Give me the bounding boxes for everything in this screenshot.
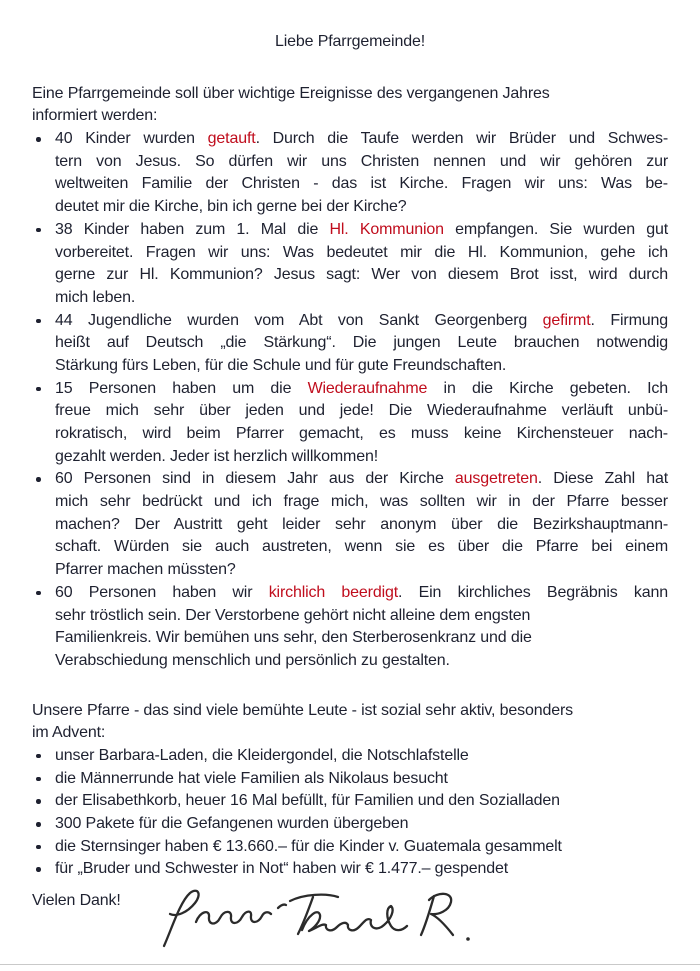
report-list-item: [32, 468, 668, 581]
bullet-line: der Elisabethkorb, heuer 16 Mal befüllt, für Familien und den Sozialladen: [55, 792, 560, 810]
paragraph-line: Unsere Pfarre - das sind viele bemühte Leute - ist sozial sehr aktiv, besonders: [32, 701, 574, 719]
bullet-line: unser Barbara-Laden, die Kleidergondel, die Notschlafstelle: [55, 746, 469, 764]
bullet-line: 44 Jugendliche wurden vom Abt von Sankt Georgenberg gefirmt. Firmung: [55, 311, 668, 329]
bullet-line: machen? Der Austritt geht leider sehr anonym über die Bezirkshauptmann-: [55, 515, 668, 533]
bullet-line: heißt auf Deutsch „die Stärkung“. Die jungen Leute brauchen notwendig: [55, 334, 668, 352]
report-list-item: [32, 219, 668, 310]
bullet-line: vorbereitet. Fragen wir uns: Was bedeutet mir die Hl. Kommunion, gehe ich: [55, 243, 668, 261]
bullet-line: gerne zur Hl. Kommunion? Jesus sagt: Wer von diesem Brot isst, wird durch: [55, 266, 668, 284]
bullet-dot-icon: [36, 591, 41, 596]
bullet-line: mich sehr bedrückt und ich frage mich, was sollten wir in der Pfarre besser: [55, 493, 668, 511]
report-list-item: [32, 378, 668, 469]
page-edge-line: [0, 964, 700, 965]
bullet-line: rokratisch, wird beim Pfarrer gemacht, es muss keine Kirchensteuer nach-: [55, 425, 668, 442]
social-list-item: [32, 745, 668, 768]
signature-handwriting: [150, 884, 480, 952]
social-intro-paragraph: [32, 700, 668, 745]
highlighted-term: ausgetreten: [454, 470, 538, 488]
bullet-dot-icon: [36, 777, 41, 782]
bullet-line: freue mich sehr über jeden und jede! Die Wiederaufnahme verläuft unbü-: [55, 402, 668, 420]
social-list-item: [32, 836, 668, 859]
bullet-dot-icon: [36, 387, 41, 392]
bullet-line: deutet mir die Kirche, bin ich gerne bei der Kirche?: [55, 198, 407, 216]
bullet-dot-icon: [36, 799, 41, 804]
bullet-line: Familienkreis. Wir bemühen uns sehr, den Sterberosenkranz und die: [55, 629, 532, 647]
bullet-line: 60 Personen sind in diesem Jahr aus der Kirche ausgetreten. Diese Zahl hat: [55, 470, 669, 488]
bullet-line: schaft. Würden sie auch austreten, wenn sie es über die Pfarre bei einem: [55, 538, 668, 556]
bullet-line: gezahlt werden. Jeder ist herzlich willkommen!: [55, 447, 379, 465]
bullet-line: mich leben.: [55, 288, 136, 306]
report-list-item: [32, 128, 668, 219]
bullet-text: [55, 219, 668, 310]
report-bullet-list: [32, 128, 668, 673]
intro-paragraph: [32, 83, 668, 128]
bullet-line: 38 Kinder haben zum 1. Mal die Hl. Kommunion empfangen. Sie wurden gut: [55, 220, 668, 238]
closing-text: Vielen Dank!: [32, 892, 121, 910]
bullet-line: tern von Jesus. So dürfen wir uns Christen nennen und wir gehören zur: [55, 152, 668, 170]
bullet-dot-icon: [36, 137, 41, 142]
paragraph-line: im Advent:: [32, 724, 106, 742]
bullet-line: die Männerrunde hat viele Familien als Nikolaus besucht: [55, 769, 448, 787]
bullet-line: Stärkung fürs Leben, für die Schule und für gute Freundschaften.: [55, 356, 507, 374]
bullet-line: 300 Pakete für die Gefangenen wurden übergeben: [55, 815, 409, 832]
highlighted-term: Hl. Kommunion: [329, 220, 444, 238]
highlighted-term: Wiederaufnahme: [307, 379, 428, 397]
highlighted-term: kirchlich beerdigt: [268, 583, 399, 601]
social-list-item: [32, 768, 668, 791]
social-list-item: [32, 858, 668, 881]
bullet-dot-icon: [36, 754, 41, 759]
bullet-line: weltweiten Familie der Christen - das ist Kirche. Fragen wir uns: Was be-: [55, 175, 668, 193]
bullet-line: Verabschiedung menschlich und persönlich zu gestalten.: [55, 651, 450, 669]
report-list-item: [32, 582, 668, 673]
bullet-line: sehr tröstlich sein. Der Verstorbene gehört nicht alleine dem engsten: [55, 606, 531, 624]
highlighted-term: gefirmt: [542, 311, 591, 329]
bullet-text: [55, 468, 668, 581]
bullet-text: [55, 378, 668, 469]
bullet-line: 40 Kinder wurden getauft. Durch die Taufe werden wir Brüder und Schwes-: [55, 130, 669, 148]
paragraph-line: informiert werden:: [32, 107, 158, 125]
social-bullet-list: [32, 745, 668, 881]
bullet-dot-icon: [36, 845, 41, 850]
social-list-item: [32, 813, 668, 836]
bullet-dot-icon: [36, 477, 41, 482]
highlighted-term: getauft: [207, 130, 256, 148]
letter-title: Liebe Pfarrgemeinde!: [275, 33, 425, 50]
bullet-dot-icon: [36, 822, 41, 827]
bullet-line: für „Bruder und Schwester in Not“ haben wir € 1.477.– gespendet: [55, 860, 509, 878]
bullet-line: 15 Personen haben um die Wiederaufnahme in die Kirche gebeten. Ich: [55, 379, 668, 397]
report-list-item: [32, 310, 668, 378]
bullet-text: [55, 128, 668, 219]
bullet-dot-icon: [36, 867, 41, 872]
bullet-dot-icon: [36, 228, 41, 233]
bullet-dot-icon: [36, 319, 41, 324]
bullet-line: Pfarrer machen müssten?: [55, 561, 236, 579]
bullet-line: die Sternsinger haben € 13.660.– für die Kinder v. Guatemala gesammelt: [55, 837, 562, 855]
closing-row: [32, 890, 668, 962]
paragraph-line: Eine Pfarrgemeinde soll über wichtige Ereignisse des vergangenen Jahres: [32, 84, 550, 102]
bullet-text: [55, 310, 668, 378]
social-list-item: [32, 790, 668, 813]
bullet-text: [55, 582, 668, 673]
bullet-line: 60 Personen haben wir kirchlich beerdigt. Ein kirchliches Begräbnis kann: [55, 583, 669, 601]
